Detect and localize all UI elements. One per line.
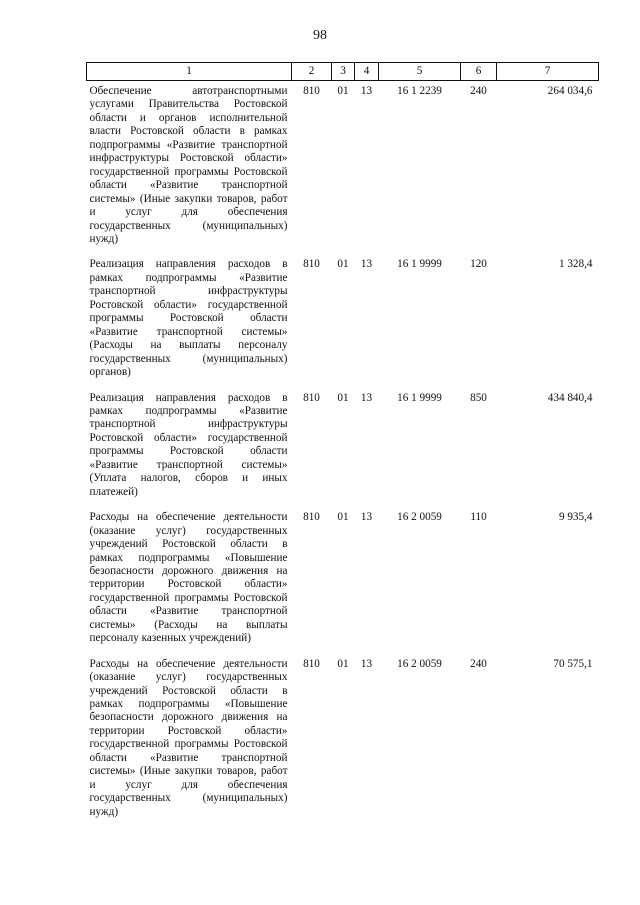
row-subsection-code: 13 [360, 85, 373, 97]
row-subsection-code: 13 [360, 391, 373, 404]
page-number: 98 [313, 28, 327, 43]
row-target-article: 16 1 2239 [397, 85, 442, 97]
row-ministry-code: 810 [303, 511, 320, 524]
row-section-code: 01 [337, 391, 349, 404]
row-amount: 264 034,6 [547, 85, 593, 97]
row-amount: 434 840,4 [547, 391, 593, 404]
row-section-code: 01 [337, 657, 349, 670]
row-description: Обеспечение автотранспортными услугами Правительства Ростовской области и органов исполнительной власти Ростовской области в рамках подпрограммы «Развитие транспортной инфраструктуры Ростовской области» государственной программы Ростовской области «Развитие транспортной системы» (Иные закупки товаров, работ и услуг для обеспечения государственных (муниципальных) нужд) [89, 85, 288, 245]
row-target-article: 16 1 9999 [397, 391, 442, 404]
budget-table [86, 62, 599, 827]
header-col-3: 3 [332, 63, 355, 81]
header-col-2: 2 [292, 63, 332, 81]
row-expense-type: 240 [470, 85, 487, 97]
row-section-code: 01 [337, 85, 349, 97]
row-description: Расходы на обеспечение деятельности (оказание услуг) государственных учреждений Ростовской области в рамках подпрограммы «Повышение безопасности дорожного движения на территории Ростовской области» государственной программы Ростовской области «Развитие транспортной системы» (Иные закупки товаров, работ и услуг для обеспечения государственных (муниципальных) нужд) [89, 657, 288, 818]
table-row [87, 654, 599, 827]
row-expense-type: 110 [470, 511, 487, 524]
row-subsection-code: 13 [360, 258, 373, 271]
row-amount: 9 935,4 [558, 511, 593, 524]
row-section-code: 01 [337, 258, 349, 271]
header-col-4: 4 [355, 63, 379, 81]
row-section-code: 01 [337, 511, 349, 524]
row-subsection-code: 13 [360, 657, 373, 670]
header-col-6: 6 [461, 63, 497, 81]
row-description: Расходы на обеспечение деятельности (оказание услуг) государственных учреждений Ростовской области в рамках подпрограммы «Повышение безопасности дорожного движения на территории Ростовской области» государственной программы Ростовской области «Развитие транспортной системы» (Расходы на выплаты персоналу казенных учреждений) [89, 511, 288, 645]
row-expense-type: 120 [470, 258, 487, 271]
row-ministry-code: 810 [303, 657, 320, 670]
row-expense-type: 850 [470, 391, 487, 404]
row-ministry-code: 810 [303, 258, 320, 271]
table-row [87, 388, 599, 508]
table-row [87, 254, 599, 387]
row-ministry-code: 810 [303, 85, 320, 97]
row-description: Реализация направления расходов в рамках подпрограммы «Развитие транспортной инфраструктуры Ростовской области» государственной программы Ростовской области «Развитие транспортной системы» (Уплата налогов, сборов и иных платежей) [89, 391, 288, 498]
row-target-article: 16 2 0059 [397, 511, 442, 524]
row-target-article: 16 1 9999 [397, 258, 442, 271]
row-amount: 1 328,4 [558, 258, 593, 271]
row-expense-type: 240 [470, 657, 487, 670]
row-amount: 70 575,1 [553, 657, 593, 670]
header-col-7: 7 [497, 63, 599, 81]
row-ministry-code: 810 [303, 391, 320, 404]
header-col-5: 5 [379, 63, 461, 81]
header-row [87, 63, 599, 81]
row-subsection-code: 13 [360, 511, 373, 524]
header-col-1: 1 [87, 63, 292, 81]
row-target-article: 16 2 0059 [397, 657, 442, 670]
table-body [87, 81, 599, 828]
row-description: Реализация направления расходов в рамках подпрограммы «Развитие транспортной инфраструктуры Ростовской области» государственной программы Ростовской области «Развитие транспортной системы» (Расходы на выплаты персоналу государственных (муниципальных) органов) [89, 258, 288, 379]
table-row [87, 507, 599, 654]
table-header [87, 63, 599, 81]
table-row [87, 81, 599, 255]
